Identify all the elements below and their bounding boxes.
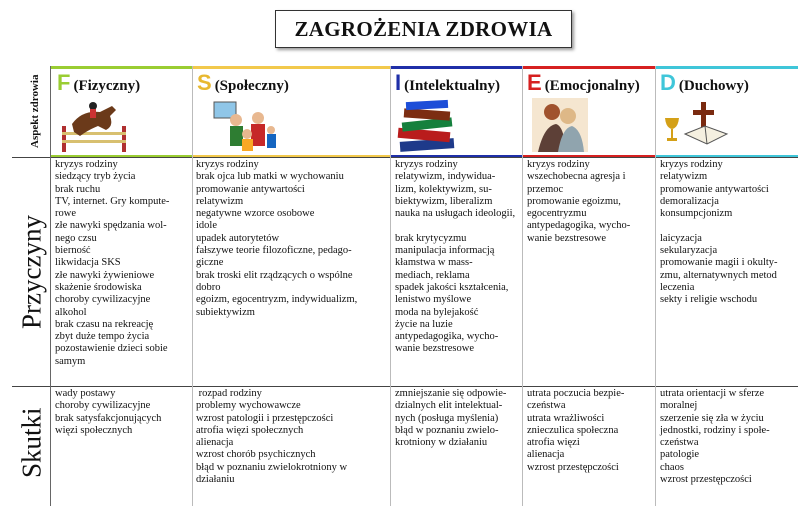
column-color-bar bbox=[51, 66, 192, 69]
list-item: wanie bezstresowe bbox=[527, 232, 607, 244]
list-item: sekty i religie wschodu bbox=[660, 294, 758, 306]
list-item: zmu, alternatywnych metod bbox=[660, 269, 777, 281]
list-item: błąd w poznaniu zwielo- bbox=[395, 424, 499, 436]
causes-cell-social bbox=[196, 159, 388, 319]
list-item: brak ruchu bbox=[55, 183, 101, 195]
list-item: problemy wychowawcze bbox=[196, 400, 301, 412]
column-letter: D bbox=[660, 70, 676, 95]
list-item: jednostki, rodziny i społe- bbox=[660, 424, 770, 436]
list-item: czeństwa bbox=[527, 400, 566, 412]
list-item: promowanie antywartości bbox=[660, 183, 769, 195]
effects-cell-social bbox=[196, 388, 388, 486]
list-item: alienacja bbox=[196, 437, 234, 449]
column-divider bbox=[522, 66, 523, 506]
list-item: alkohol bbox=[55, 306, 87, 318]
column-name: (Duchowy) bbox=[678, 78, 749, 94]
list-item: manipulacja informacją bbox=[395, 245, 495, 257]
list-item: promowanie antywartości bbox=[196, 183, 305, 195]
list-item: relatywizm, indywidua- bbox=[395, 171, 496, 183]
list-item: brak troski elit rządzących o wspólne bbox=[196, 269, 353, 281]
list-item: samym bbox=[55, 355, 86, 367]
list-item: utrata wrażliwości bbox=[527, 412, 605, 424]
row-label-aspect: Aspekt zdrowia bbox=[29, 74, 41, 148]
list-item: kryzys rodziny bbox=[660, 159, 723, 170]
list-item: negatywne wzorce osobowe bbox=[196, 208, 315, 220]
list-item: brak krytycyzmu bbox=[395, 232, 467, 244]
list-item: moralnej bbox=[660, 400, 698, 412]
effects-cell-emotional bbox=[527, 388, 653, 474]
list-item: relatywizm bbox=[196, 195, 244, 207]
column-color-underline bbox=[656, 155, 798, 157]
list-item: mediach, reklama bbox=[395, 269, 470, 281]
list-item: patologie bbox=[660, 449, 700, 461]
list-item: więzi społecznych bbox=[55, 424, 133, 436]
causes-cell-emotional bbox=[527, 159, 653, 245]
effects-cell-physical bbox=[55, 388, 190, 437]
list-item: spadek jakości kształcenia, bbox=[395, 281, 509, 293]
list-item: złe nawyki spędzania wol- bbox=[55, 220, 167, 232]
embracing-couple-icon bbox=[530, 96, 590, 154]
list-item: giczne bbox=[196, 257, 224, 269]
causes-cell-spiritual bbox=[660, 159, 796, 307]
column-divider bbox=[390, 66, 391, 506]
list-item: utrata orientacji w sferze bbox=[660, 388, 765, 399]
list-item: znieczulica społeczna bbox=[527, 424, 619, 436]
list-item: brak ojca lub matki w wychowaniu bbox=[196, 171, 344, 183]
horse-jumping-icon bbox=[60, 96, 130, 154]
list-item: wzrost chorób psychicznych bbox=[196, 449, 316, 461]
list-item: rowe bbox=[55, 208, 76, 220]
list-item: działaniu bbox=[196, 474, 235, 486]
column-color-underline bbox=[51, 155, 192, 157]
list-item: zbyt duże tempo życia bbox=[55, 331, 150, 343]
list-item: promowanie magii i okulty- bbox=[660, 257, 778, 269]
label-column-divider bbox=[50, 66, 51, 506]
list-item: dzialnych elit intelektual- bbox=[395, 400, 503, 412]
list-item: utrata poczucia bezpie- bbox=[527, 388, 625, 399]
column-name: (Fizyczny) bbox=[73, 78, 141, 94]
list-item: egocentryzmu bbox=[527, 208, 587, 220]
column-color-bar bbox=[656, 66, 798, 69]
list-item bbox=[395, 220, 521, 232]
column-header-physical bbox=[57, 70, 140, 94]
list-item: czeństwa bbox=[660, 437, 699, 449]
list-item: lenistwo myślowe bbox=[395, 294, 472, 306]
list-item: demoralizacja bbox=[660, 195, 719, 207]
column-letter: I bbox=[395, 70, 402, 95]
column-header-emotional bbox=[527, 70, 640, 94]
list-item: alienacja bbox=[527, 449, 565, 461]
effects-cell-intellectual bbox=[395, 388, 521, 449]
family-icon bbox=[206, 96, 286, 154]
list-item: nego czsu bbox=[55, 232, 97, 244]
list-item: brak satysfakcjonujących bbox=[55, 412, 162, 424]
list-item: kryzys rodziny bbox=[395, 159, 458, 170]
page-title: ZAGROŻENIA ZDROWIA bbox=[275, 10, 572, 48]
column-divider bbox=[655, 66, 656, 506]
column-name: (Intelektualny) bbox=[404, 78, 500, 94]
list-item: dobro bbox=[196, 281, 221, 293]
column-header-spiritual bbox=[660, 70, 749, 94]
list-item: konsumpcjonizm bbox=[660, 208, 733, 220]
list-item: wzrost patologii i przestępczości bbox=[196, 412, 334, 424]
list-item: egoizm, egocentryzm, indywidualizm, bbox=[196, 294, 358, 306]
list-item: promowanie egoizmu, bbox=[527, 195, 621, 207]
column-header-intellectual bbox=[395, 70, 500, 94]
column-divider bbox=[192, 66, 193, 506]
list-item: relatywizm bbox=[660, 171, 708, 183]
list-item: biektywizm, liberalizm bbox=[395, 195, 493, 207]
list-item: choroby cywilizacyjne bbox=[55, 400, 151, 412]
column-name: (Emocjonalny) bbox=[544, 78, 640, 94]
column-color-bar bbox=[523, 66, 655, 69]
row-label-causes: Przyczyny bbox=[16, 215, 47, 329]
causes-cell-intellectual bbox=[395, 159, 521, 356]
list-item: kryzys rodziny bbox=[196, 159, 259, 170]
list-item: sekularyzacja bbox=[660, 245, 718, 257]
list-item: wszechobecna agresja i bbox=[527, 171, 626, 183]
causes-cell-physical bbox=[55, 159, 190, 368]
list-item: laicyzacja bbox=[660, 232, 702, 244]
list-item: szerzenie się zła w życiu bbox=[660, 412, 764, 424]
list-item: wanie bezstresowe bbox=[395, 343, 475, 355]
list-item: życie na luzie bbox=[395, 318, 453, 330]
column-color-underline bbox=[391, 155, 522, 157]
list-item: przemoc bbox=[527, 183, 564, 195]
list-item: kryzys rodziny bbox=[55, 159, 118, 170]
list-item bbox=[660, 220, 796, 232]
bible-cross-chalice-icon bbox=[661, 96, 731, 154]
list-item: fałszywe teorie filozoficzne, pedago- bbox=[196, 245, 352, 257]
list-item: nauka na usługach ideologii, bbox=[395, 208, 516, 220]
column-color-bar bbox=[391, 66, 522, 69]
column-header-social bbox=[197, 70, 289, 94]
list-item: TV, internet. Gry kompute- bbox=[55, 195, 170, 207]
list-item: antypedagogika, wycho- bbox=[527, 220, 631, 232]
column-color-underline bbox=[193, 155, 390, 157]
list-item: złe nawyki żywieniowe bbox=[55, 269, 155, 281]
list-item: wzrost przestępczości bbox=[527, 461, 619, 473]
list-item: krotniony w działaniu bbox=[395, 437, 488, 449]
list-item: kryzys rodziny bbox=[527, 159, 590, 170]
list-item: atrofia więzi społecznych bbox=[196, 424, 304, 436]
list-item: subiektywizm bbox=[196, 306, 255, 318]
list-item: brak czasu na rekreację bbox=[55, 318, 154, 330]
list-item: rozpad rodziny bbox=[196, 388, 262, 399]
list-item: antypedagogika, wycho- bbox=[395, 331, 499, 343]
list-item: moda na bylejakość bbox=[395, 306, 479, 318]
list-item: kłamstwa w mass- bbox=[395, 257, 473, 269]
causes-effects-divider bbox=[12, 386, 798, 387]
list-item: pozostawienie dzieci sobie bbox=[55, 343, 168, 355]
list-item: idole bbox=[196, 220, 217, 232]
list-item: wzrost przestępczości bbox=[660, 474, 752, 486]
list-item: chaos bbox=[660, 461, 684, 473]
list-item: skażenie środowiska bbox=[55, 281, 142, 293]
list-item: likwidacja SKS bbox=[55, 257, 121, 269]
column-letter: E bbox=[527, 70, 542, 95]
header-divider bbox=[12, 157, 798, 158]
list-item: leczenia bbox=[660, 281, 695, 293]
list-item: bierność bbox=[55, 245, 91, 257]
list-item: błąd w poznaniu zwielokrotniony w bbox=[196, 461, 348, 473]
list-item: upadek autorytetów bbox=[196, 232, 280, 244]
list-item: siedzący tryb życia bbox=[55, 171, 136, 183]
list-item: atrofia więzi bbox=[527, 437, 580, 449]
column-letter: F bbox=[57, 70, 71, 95]
column-color-underline bbox=[523, 155, 655, 157]
list-item: wady postawy bbox=[55, 388, 116, 399]
column-letter: S bbox=[197, 70, 212, 95]
books-icon bbox=[394, 96, 460, 154]
row-label-effects: Skutki bbox=[16, 407, 47, 479]
list-item: nych (posługa myślenia) bbox=[395, 412, 499, 424]
column-name: (Społeczny) bbox=[214, 78, 289, 94]
column-color-bar bbox=[193, 66, 390, 69]
list-item: lizm, kolektywizm, su- bbox=[395, 183, 492, 195]
list-item: choroby cywilizacyjne bbox=[55, 294, 151, 306]
effects-cell-spiritual bbox=[660, 388, 796, 486]
list-item: zmniejszanie się odpowie- bbox=[395, 388, 507, 399]
